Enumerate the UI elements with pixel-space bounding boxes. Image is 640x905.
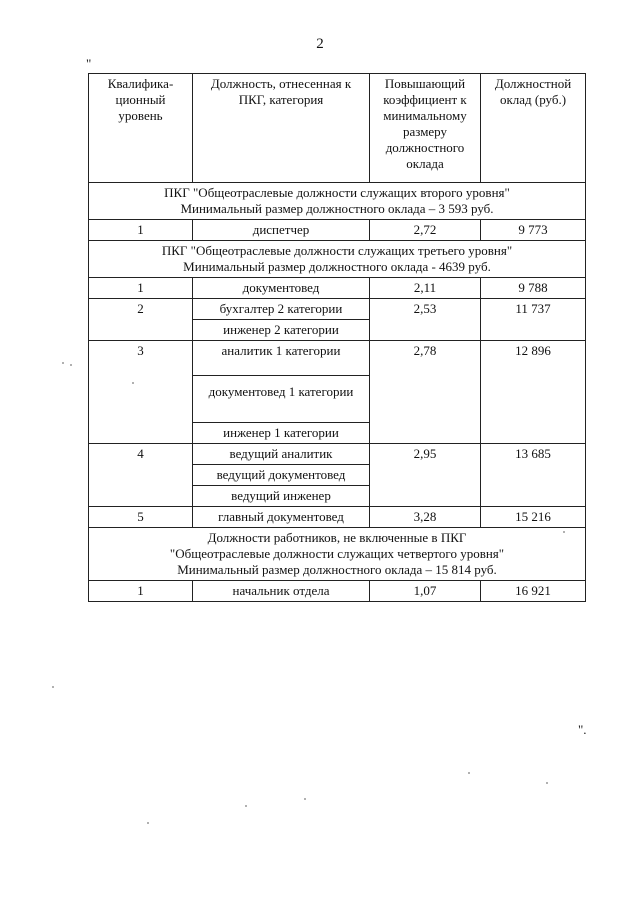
position-cell: главный документовед [193, 507, 370, 528]
section-header-row [89, 528, 586, 581]
section-title-cell [89, 183, 586, 220]
position-cell: бухгалтер 2 категории [193, 299, 370, 320]
position-cell: ведущий аналитик [193, 444, 370, 465]
position-cell: аналитик 1 категории [193, 341, 370, 376]
coefficient-cell: 2,72 [370, 220, 481, 241]
salary-cell: 13 685 [481, 444, 586, 507]
scan-speck [546, 782, 548, 784]
position-cell: ведущий инженер [193, 486, 370, 507]
level-cell: 4 [89, 444, 193, 507]
salary-cell: 9 788 [481, 278, 586, 299]
coefficient-cell: 2,11 [370, 278, 481, 299]
salary-cell: 15 216 [481, 507, 586, 528]
salary-cell: 16 921 [481, 581, 586, 602]
level-cell: 2 [89, 299, 193, 341]
page-number: 2 [316, 36, 324, 52]
salary-cell: 12 896 [481, 341, 586, 444]
level-cell: 1 [89, 220, 193, 241]
position-cell: инженер 2 категории [193, 320, 370, 341]
table-row [89, 299, 586, 320]
section-title: ПКГ "Общеотраслевые должности служащих третьего уровня" [161, 243, 513, 258]
table-row [89, 278, 586, 299]
header-salary: Должностной оклад (руб.) [481, 74, 586, 183]
position-cell: начальник отдела [193, 581, 370, 602]
coefficient-cell: 2,53 [370, 299, 481, 341]
section-title-cell [89, 528, 586, 581]
position-cell: ведущий документовед [193, 465, 370, 486]
position-cell: диспетчер [193, 220, 370, 241]
scan-speck [468, 772, 470, 774]
section-header-row [89, 241, 586, 278]
salary-cell: 9 773 [481, 220, 586, 241]
coefficient-cell: 1,07 [370, 581, 481, 602]
position-cell: документовед 1 категории [193, 376, 370, 423]
section-header-row [89, 183, 586, 220]
scan-speck [245, 805, 247, 807]
header-row [89, 74, 586, 183]
closing-quote: ". [578, 722, 587, 737]
section-min-salary: Минимальный размер должностного оклада - 4639 руб. [183, 259, 491, 274]
section-min-salary: Минимальный размер должностного оклада – 3 593 руб. [180, 201, 494, 216]
table-body [89, 74, 586, 602]
table-row [89, 341, 586, 376]
salary-table [88, 73, 586, 602]
coefficient-cell: 2,78 [370, 341, 481, 444]
level-cell: 1 [89, 581, 193, 602]
scan-speck [147, 822, 149, 824]
table-row [89, 581, 586, 602]
scan-speck [132, 382, 134, 384]
opening-quote: " [86, 56, 92, 71]
scan-speck [52, 686, 54, 688]
coefficient-cell: 3,28 [370, 507, 481, 528]
header-level: Квалифика-ционный уровень [89, 74, 193, 183]
section-title: ПКГ "Общеотраслевые должности служащих второго уровня" [164, 185, 510, 200]
position-cell: инженер 1 категории [193, 423, 370, 444]
table-row [89, 220, 586, 241]
salary-cell: 11 737 [481, 299, 586, 341]
scan-speck [62, 362, 64, 364]
level-cell: 1 [89, 278, 193, 299]
scan-speck [304, 798, 306, 800]
level-cell: 5 [89, 507, 193, 528]
coefficient-cell: 2,95 [370, 444, 481, 507]
scan-speck [563, 531, 565, 533]
section-title-cell [89, 241, 586, 278]
position-cell: документовед [193, 278, 370, 299]
header-coefficient: Повышающий коэффициент к минимальному размеру должностного оклада [370, 74, 481, 183]
table-row [89, 507, 586, 528]
section-min-salary: Минимальный размер должностного оклада – 15 814 руб. [177, 562, 497, 577]
section-title: "Общеотраслевые должности служащих четвертого уровня" [169, 546, 505, 561]
table-row [89, 444, 586, 465]
header-position: Должность, отнесенная к ПКГ, категория [193, 74, 370, 183]
section-title: Должности работников, не включенные в ПКГ [207, 530, 467, 545]
level-cell: 3 [89, 341, 193, 444]
scan-speck [70, 364, 72, 366]
